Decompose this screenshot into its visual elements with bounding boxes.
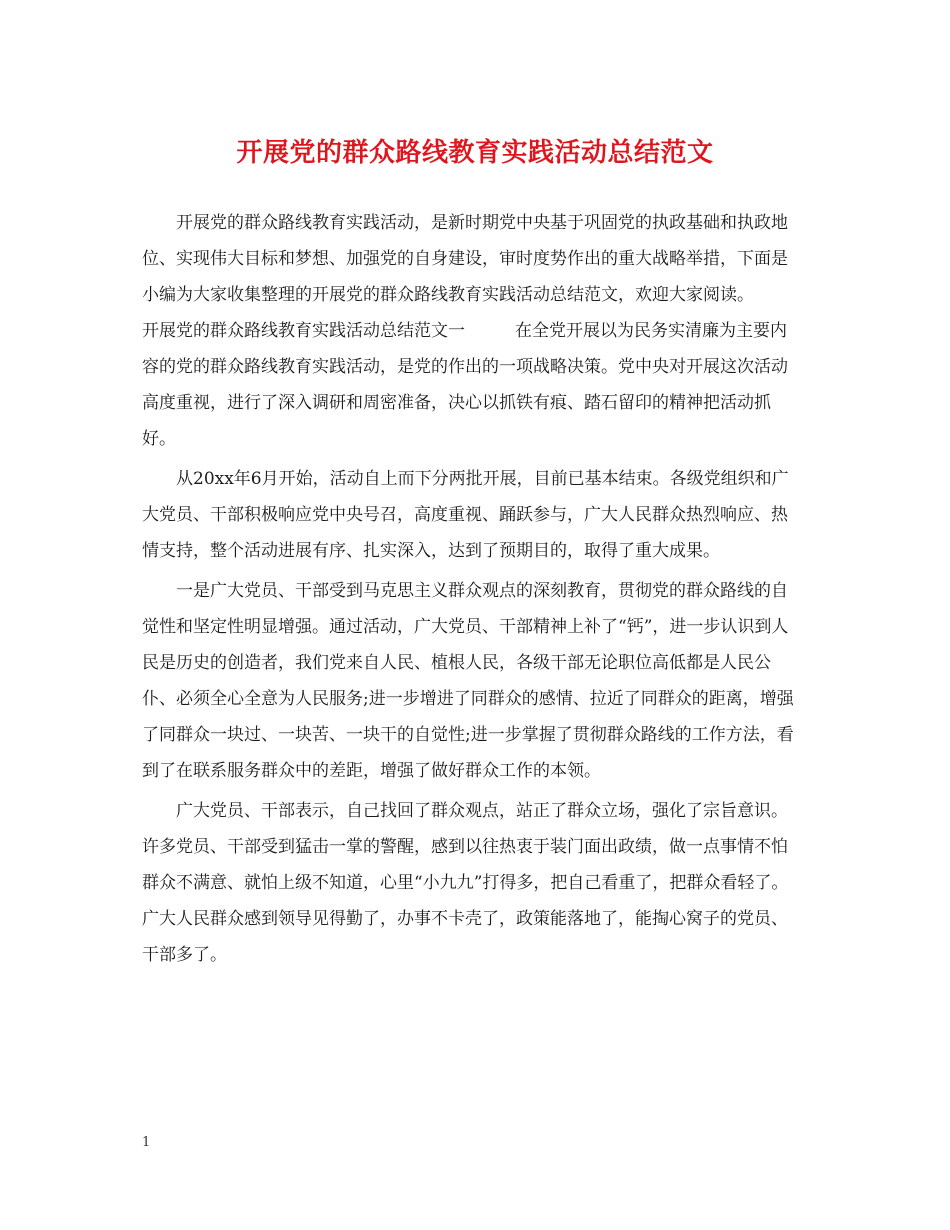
document-title: 开展党的群众路线教育实践活动总结范文 [236, 138, 714, 168]
intro-paragraph: 开展党的群众路线教育实践活动，是新时期党中央基于巩固党的执政基础和执政地位、实现伟大目标和梦想、加强党的自身建设，审时度势作出的重大战略举措，下面是小编为大家收集整理的开展党的群众路线教育实践活动总结范文，欢迎大家阅读。 [142, 213, 788, 305]
page-number: 1 [142, 1135, 151, 1150]
section-text: 在全党开展以为民务实清廉为主要内容的党的群众路线教育实践活动，是党的作出的一项战略决策。党中央对开展这次活动高度重视，进行了深入调研和周密准备，决心以抓铁有痕、踏石留印的精神把活动抓好。 [142, 321, 788, 449]
paragraph-5: 广大党员、干部表示，自己找回了群众观点，站正了群众立场，强化了宗旨意识。许多党员、干部受到猛击一掌的警醒，感到以往热衷于装门面出政绩，做一点事情不怕群众不满意、就怕上级不知道，心里“小九九”打得多，把自己看重了，把群众看轻了。广大人民群众感到领导见得勤了，办事不卡壳了，政策能落地了，能掏心窝子的党员、干部多了。 [142, 801, 789, 965]
document-body [142, 205, 802, 973]
section-heading: 开展党的群众路线教育实践活动总结范文一 [142, 321, 465, 341]
paragraph-4: 一是广大党员、干部受到马克思主义群众观点的深刻教育，贯彻党的群众路线的自觉性和坚定性明显增强。通过活动，广大党员、干部精神上补了“钙”，进一步认识到人民是历史的创造者，我们党来自人民、植根人民，各级干部无论职位高低都是人民公仆、必须全心全意为人民服务;进一步增进了同群众的感情、拉近了同群众的距离，增强了同群众一块过、一块苦、一块干的自觉性;进一步掌握了贯彻群众路线的工作方法，看到了在联系服务群众中的差距，增强了做好群众工作的本领。 [142, 581, 794, 781]
section-paragraph [142, 313, 802, 457]
paragraph-3: 从20xx年6月开始，活动自上而下分两批开展，目前已基本结束。各级党组织和广大党员、干部积极响应党中央号召，高度重视、踊跃参与，广大人民群众热烈响应、热情支持，整个活动进展有序、扎实深入，达到了预期目的，取得了重大成果。 [142, 469, 789, 561]
